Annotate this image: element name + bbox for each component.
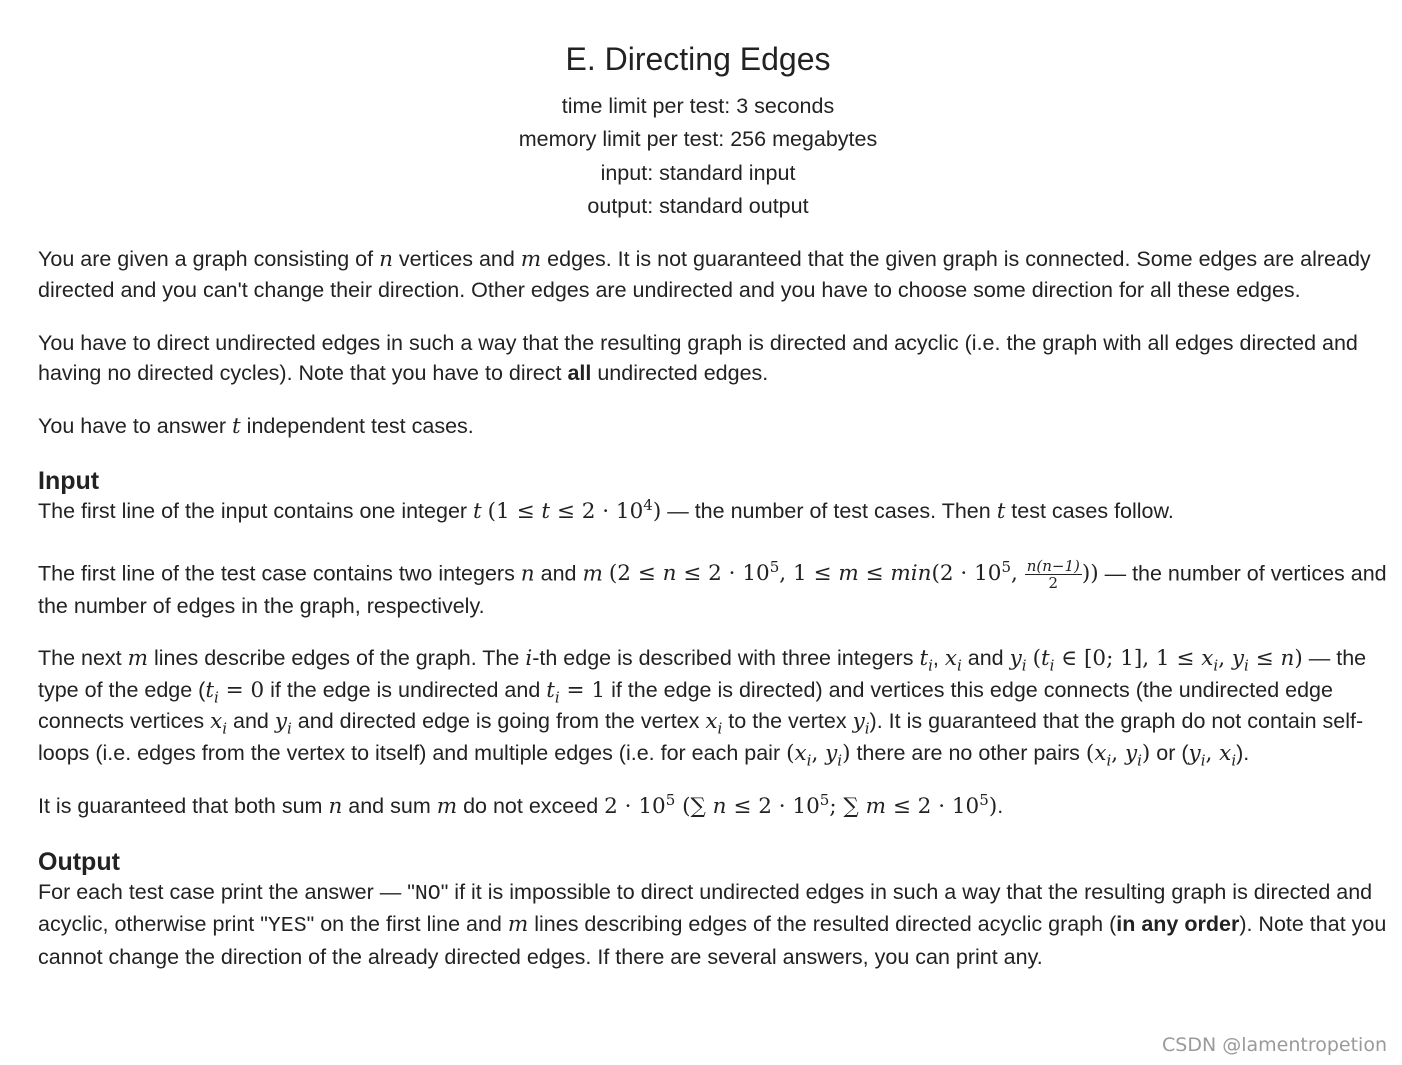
input-heading: Input [38,467,100,496]
problem-page [38,0,1394,972]
input-paragraph: It is guaranteed that both sum n and sum m do not exceed $2 \cdot 10^5$ (∑ $n \le 2 \cdot 10^5$; ∑ $m \le 2 \cdot 10^5$). [38,790,1004,820]
output-section [38,847,1394,973]
statement-paragraph: You are given a graph consisting of n vertices and m edges. It is not guaranteed that the given graph is connected. Some edges are already directed and you can't change their direction. Other edges are undirected and you have to choose some direction for all these edges. [38,246,1371,303]
output-heading: Output [38,847,120,876]
problem-statement [38,244,1394,443]
input-paragraph: The first line of the test case contains two integers n and m ($2 \le n \le 2 \cdot 10^5$, $1 \le m \le \min(2 \cdot 10^5$, $\frac{n(n-1)}{2}$ )) — the number of vertices and the number of edges in the graph, respectively. [38,556,1387,618]
input-paragraph: The next m lines describe edges of the graph. The i-th edge is described with three integers $t_i$, $x_i$ and $y_i$ ($t_i$ ∈ [0; 1], $1 \le x_i$, $y_i \le n$) — the type of the edge ($t_i = 0$ if the edge is undirected and $t_i = 1$ if the edge is directed) and vertices this edge connects (the undirected edge connects vertices $x_i$ and $y_i$ and directed edge is going from the vertex $x_i$ to the vertex $y_i$). It is guaranteed that the graph do not contain self-loops (i.e. edges from the vertex to itself) and multiple edges (i.e. for each pair ($x_i$, $y_i$) there are no other pairs ($x_i$, $y_i$) or ($y_i$, $x_i$). [38,646,1367,769]
problem-header [20,40,1376,224]
output-paragraph: For each test case print the answer — "NO" if it is impossible to direct undirected edges in such a way that the resulting graph is directed and acyclic, otherwise print "YES" on the first line and m lines describing edges of the resulted directed acyclic graph (in any order). Note that you cannot change the direction of the already directed edges. If there are several answers, you can print any. [38,879,1387,969]
problem-title: E. Directing Edges [565,41,831,77]
input-type: input: standard input [600,160,796,185]
memory-limit: memory limit per test: 256 megabytes [518,127,878,152]
input-paragraph: The first line of the input contains one integer t $(1 \le t \le 2 \cdot 10^4)$ — the number of test cases. Then t test cases follow. [38,495,1174,525]
output-type: output: standard output [587,194,809,219]
statement-paragraph: You have to answer t independent test cases. [38,413,474,439]
time-limit: time limit per test: 3 seconds [561,94,835,118]
statement-paragraph: You have to direct undirected edges in such a way that the resulting graph is directed and acyclic (i.e. the graph with all edges directed and having no directed cycles). Note that you have to direct all undirected edges. [38,330,1358,386]
watermark: CSDN @lamentropetion [1162,1034,1387,1056]
input-section [38,466,1394,823]
